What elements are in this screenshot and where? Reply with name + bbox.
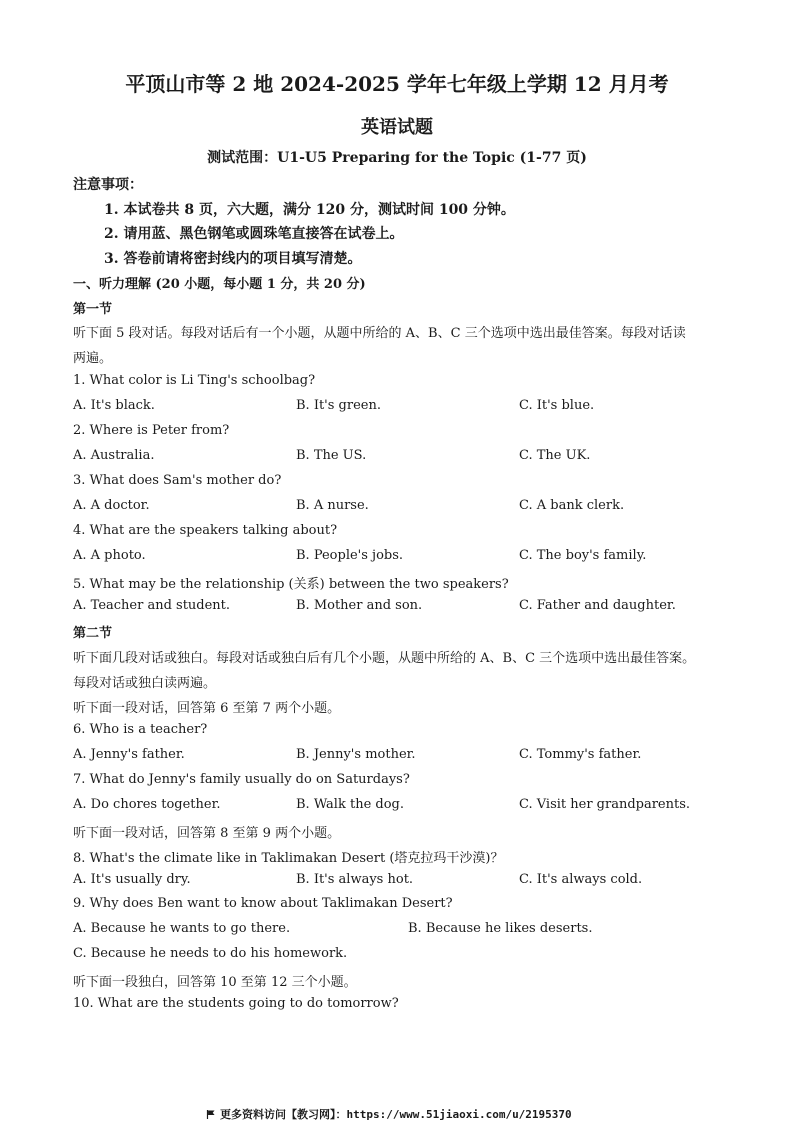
question-1: 1. What color is Li Ting's schoolbag? bbox=[73, 373, 316, 388]
option-a: A. Because he wants to go there. bbox=[73, 921, 291, 936]
page-subtitle: 英语试题 bbox=[361, 117, 433, 138]
option-c: C. Father and daughter. bbox=[519, 598, 676, 613]
question-8: 8. What's the climate like in Taklimakan Desert (塔克拉玛干沙漠)？ bbox=[73, 851, 504, 866]
footer-text: 更多资料访问【教习网】：https://www.51jiaoxi.com/u/2195370 bbox=[220, 1108, 572, 1121]
option-a: A. A doctor. bbox=[73, 498, 150, 513]
dialogue-lead: 听下面一段对话，回答第 8 至第 9 两个小题。 bbox=[73, 826, 341, 841]
option-b: B. Walk the dog. bbox=[296, 797, 404, 812]
question-3: 3. What does Sam's mother do? bbox=[73, 473, 282, 488]
option-a: A. Teacher and student. bbox=[73, 598, 231, 613]
question-10: 10. What are the students going to do tomorrow? bbox=[73, 996, 399, 1011]
question-7: 7. What do Jenny's family usually do on Saturdays? bbox=[73, 772, 410, 787]
question-9: 9. Why does Ben want to know about Taklimakan Desert? bbox=[73, 896, 453, 911]
question-2: 2. Where is Peter from? bbox=[73, 423, 230, 438]
option-a: A. Jenny's father. bbox=[73, 747, 185, 762]
section1-instruction: 两遍。 bbox=[73, 351, 113, 366]
option-a: A. Australia. bbox=[73, 448, 155, 463]
notes-heading: 注意事项： bbox=[73, 177, 143, 193]
option-a: A. It's usually dry. bbox=[73, 872, 191, 887]
option-b: B. Mother and son. bbox=[296, 598, 423, 613]
note-item: 1. 本试卷共 8 页，六大题，满分 120 分，测试时间 100 分钟。 bbox=[104, 202, 515, 218]
flag-icon bbox=[206, 1110, 215, 1119]
option-b: B. It's green. bbox=[296, 398, 381, 413]
question-6: 6. Who is a teacher? bbox=[73, 722, 208, 737]
note-item: 3. 答卷前请将密封线内的项目填写清楚。 bbox=[104, 251, 362, 267]
section1-instruction: 听下面 5 段对话。每段对话后有一个小题，从题中所给的 A、B、C 三个选项中选出最佳答案。每段对话读 bbox=[73, 326, 686, 341]
part1-heading: 一、听力理解 (20 小题，每小题 1 分，共 20 分) bbox=[73, 277, 366, 292]
option-b: B. It's always hot. bbox=[296, 872, 414, 887]
question-5: 5. What may be the relationship (关系) between the two speakers? bbox=[73, 577, 509, 592]
option-c: C. Visit her grandparents. bbox=[519, 797, 691, 812]
monologue-lead: 听下面一段独白，回答第 10 至第 12 三个小题。 bbox=[73, 975, 357, 990]
option-c: C. Tommy's father. bbox=[519, 747, 642, 762]
option-a: A. A photo. bbox=[73, 548, 146, 563]
section2-heading: 第二节 bbox=[73, 626, 113, 641]
note-item: 2. 请用蓝、黑色钢笔或圆珠笔直接答在试卷上。 bbox=[104, 226, 404, 242]
section1-heading: 第一节 bbox=[73, 302, 113, 317]
dialogue-lead: 听下面一段对话，回答第 6 至第 7 两个小题。 bbox=[73, 701, 341, 716]
option-b: B. Because he likes deserts. bbox=[408, 921, 593, 936]
test-scope: 测试范围：U1-U5 Preparing for the Topic (1-77 页) bbox=[207, 150, 587, 166]
question-4: 4. What are the speakers talking about? bbox=[73, 523, 338, 538]
option-c: C. It's blue. bbox=[519, 398, 595, 413]
option-c: C. A bank clerk. bbox=[519, 498, 625, 513]
section2-instruction: 每段对话或独白读两遍。 bbox=[73, 676, 217, 691]
option-c: C. The boy's family. bbox=[519, 548, 647, 563]
option-b: B. The US. bbox=[296, 448, 367, 463]
option-b: B. Jenny's mother. bbox=[296, 747, 416, 762]
option-c: C. It's always cold. bbox=[519, 872, 643, 887]
option-b: B. A nurse. bbox=[296, 498, 369, 513]
page-title: 平顶山市等 2 地 2024-2025 学年七年级上学期 12 月月考 bbox=[125, 72, 669, 96]
option-c: C. The UK. bbox=[519, 448, 591, 463]
option-c: C. Because he needs to do his homework. bbox=[73, 946, 348, 961]
option-a: A. Do chores together. bbox=[73, 797, 221, 812]
option-a: A. It's black. bbox=[73, 398, 155, 413]
section2-instruction: 听下面几段对话或独白。每段对话或独白后有几个小题，从题中所给的 A、B、C 三个选项中选出最佳答案。 bbox=[73, 651, 696, 666]
option-b: B. People's jobs. bbox=[296, 548, 404, 563]
footer-link[interactable] bbox=[206, 1106, 572, 1122]
